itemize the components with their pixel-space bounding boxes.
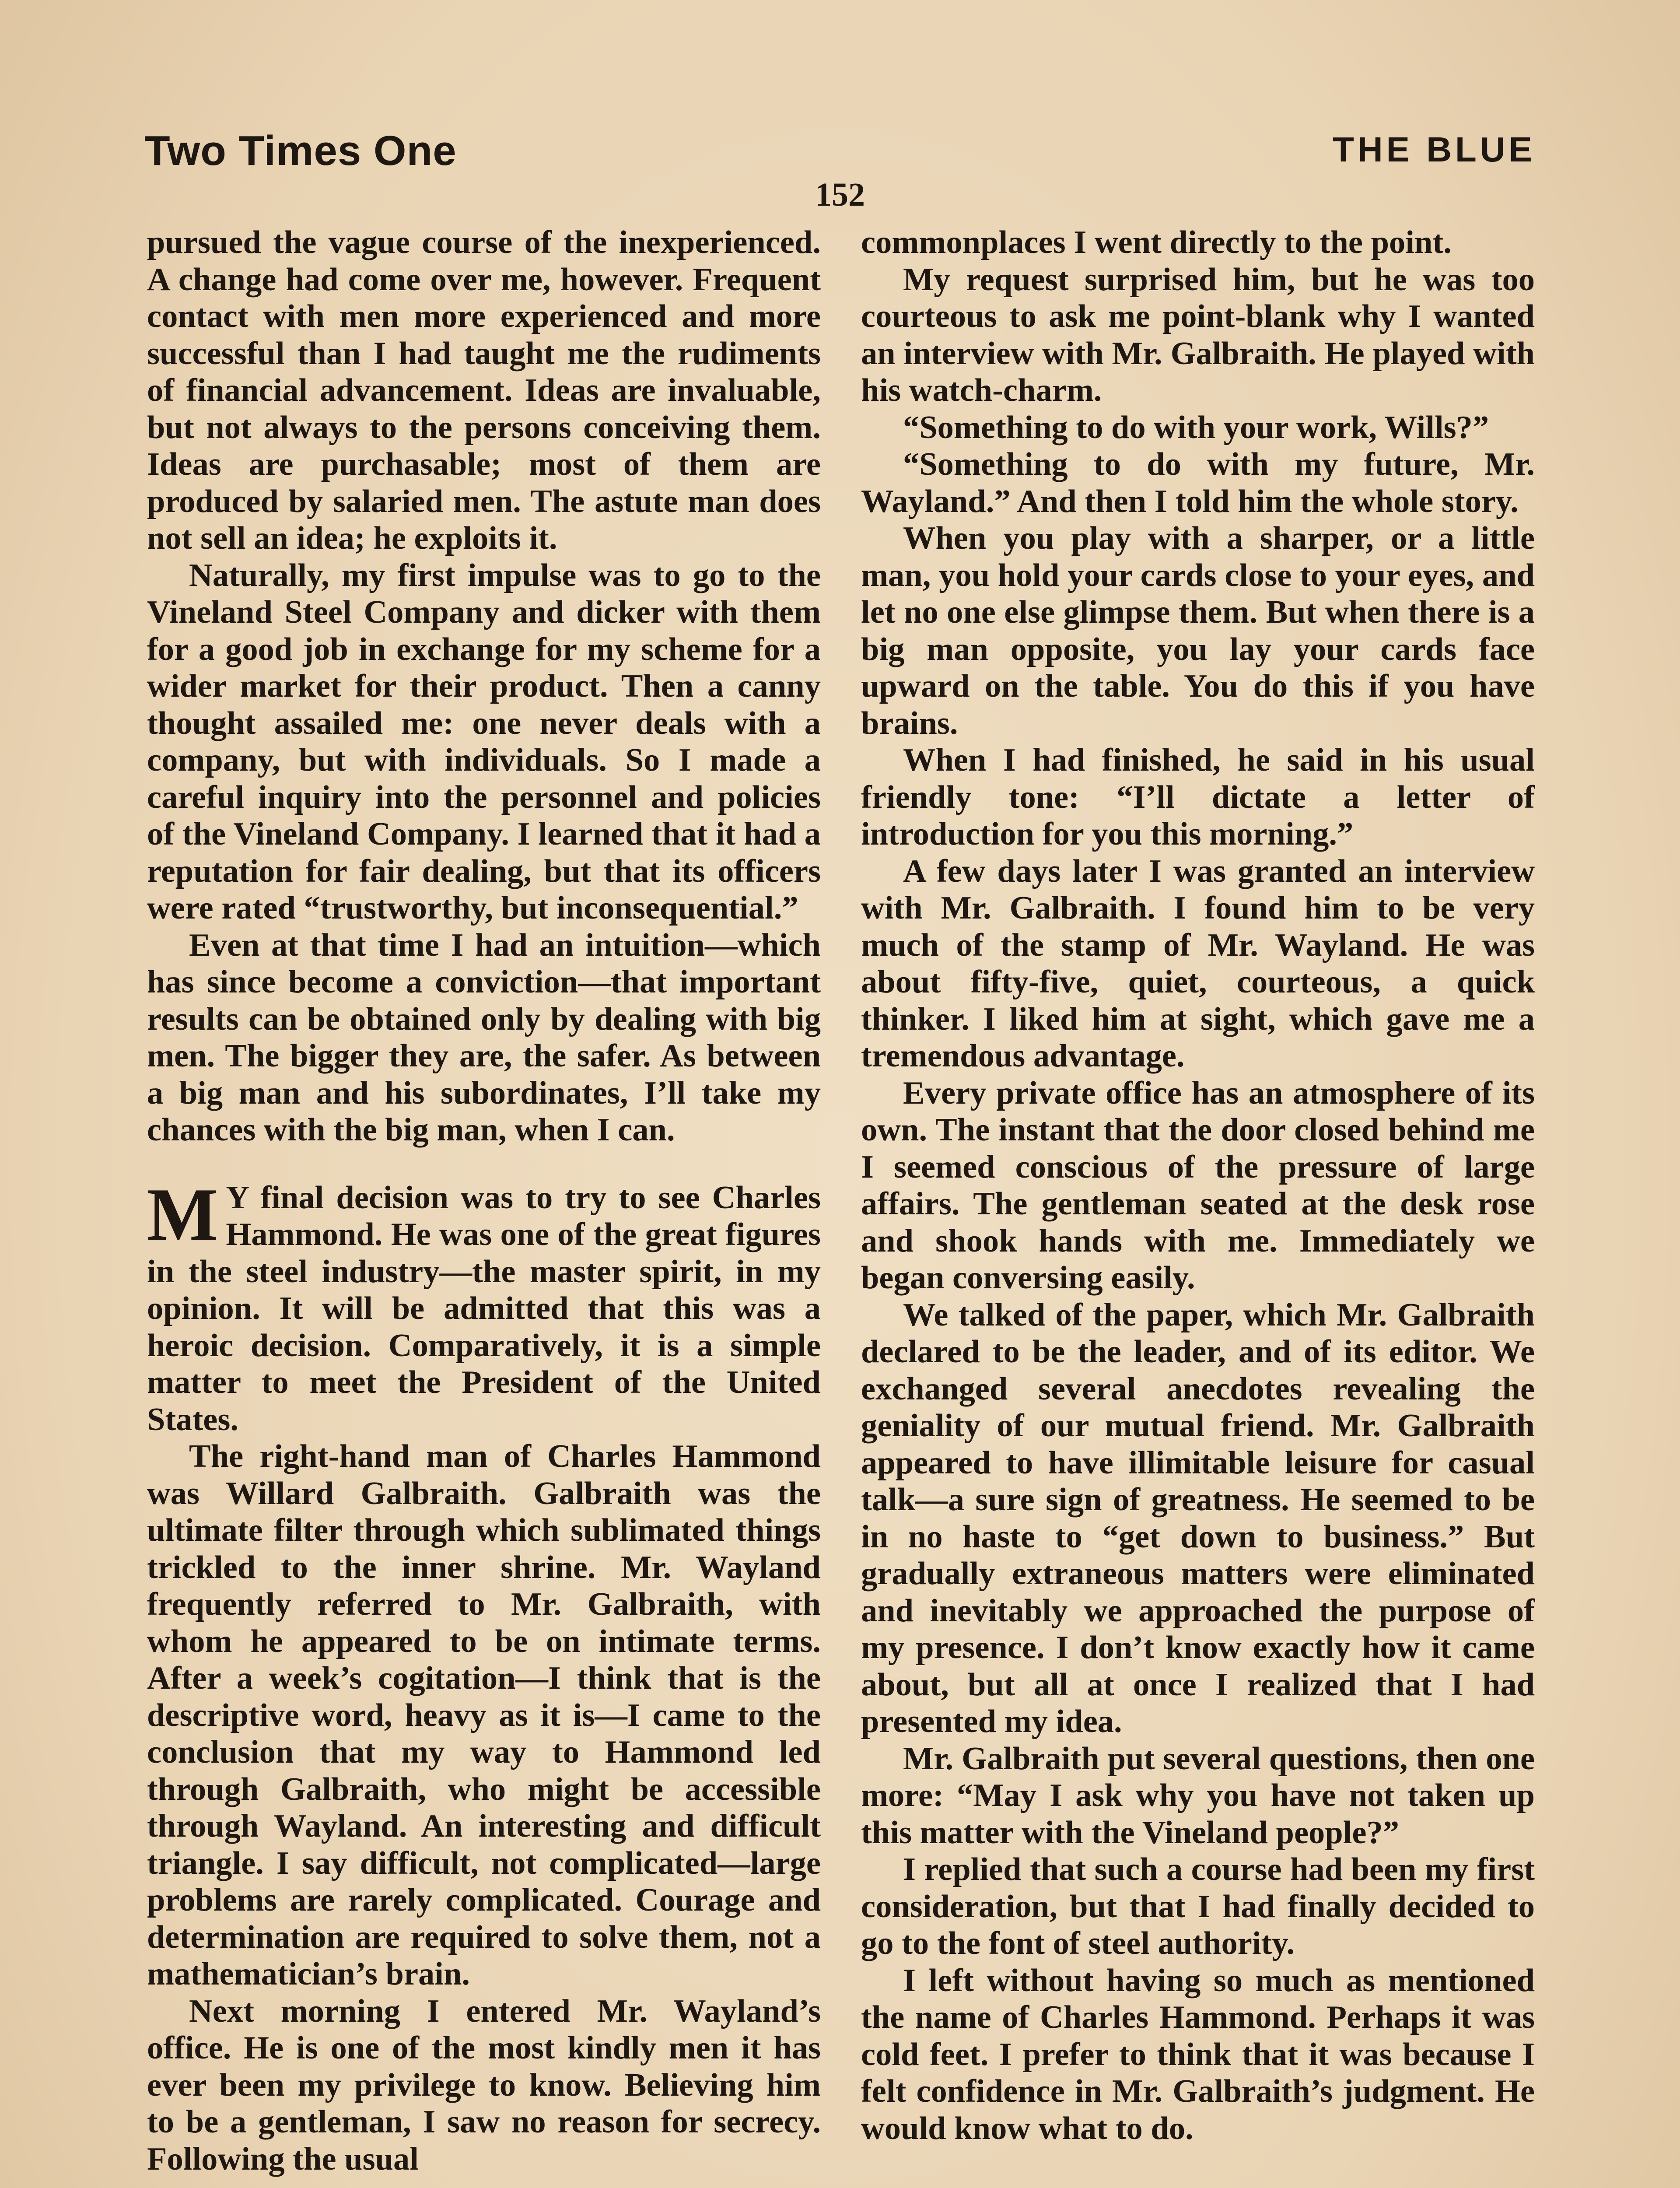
paragraph: commonplaces I went directly to the point. xyxy=(861,224,1452,260)
running-header xyxy=(144,127,1536,179)
paragraph: Every private office has an atmosphere of its own. The instant that the door closed behind me I seemed conscious of the pressure of large affairs. The gentleman seated at the desk rose and shook hands with me. Immediately we began conversing easily. xyxy=(861,1075,1535,1296)
paragraph: Even at that time I had an intuition—which has since become a conviction—that important results can be obtained only by dealing with big men. The bigger they are, the safer. As between a big man and his subordinates, I’ll take my chances with the big man, when I can. xyxy=(147,927,821,1148)
section-paragraph xyxy=(147,1173,821,1438)
paragraph: Next morning I entered Mr. Wayland’s office. He is one of the most kindly men it has ever been my privilege to know. Believing him to be a gentleman, I saw no reason for secrecy. Following the usual xyxy=(147,1993,821,2177)
paragraph: pursued the vague course of the inexperienced. A change had come over me, however. Frequent contact with men more experienced and more successful than I had taught me the rudiments of financial advancement. Ideas are invaluable, but not always to the persons conceiving them. Ideas are purchasable; most of them are produced by salaried men. The astute man does not sell an idea; he exploits it. xyxy=(147,224,821,556)
paragraph: A few days later I was granted an interview with Mr. Galbraith. I found him to be very much of the stamp of Mr. Wayland. He was about fifty-five, quiet, courteous, a quick thinker. I liked him at sight, which gave me a tremendous advantage. xyxy=(861,853,1535,1074)
paragraph: When I had finished, he said in his usual friendly tone: “I’ll dictate a letter of introduction for you this morning.” xyxy=(861,742,1535,852)
drop-cap: M xyxy=(147,1173,218,1256)
paragraph: We talked of the paper, which Mr. Galbraith declared to be the leader, and of its editor. We exchanged several anecdotes revealing the geniality of our mutual friend. Mr. Galbraith appeared to have illimitable leisure for casual talk—a sure sign of greatness. He seemed to be in no haste to “get down to business.” But gradually extraneous matters were eliminated and inevitably we approached the purpose of my presence. I don’t know exactly how it came about, but all at once I realized that I had presented my idea. xyxy=(861,1297,1535,1739)
paragraph: My request surprised him, but he was too courteous to ask me point-blank why I wanted an interview with Mr. Galbraith. He played with his watch-charm. xyxy=(861,261,1535,408)
story-title: Two Times One xyxy=(144,127,457,174)
paragraph: “Something to do with my future, Mr. Wayland.” And then I told him the whole story. xyxy=(861,446,1535,519)
page-number: 152 xyxy=(815,176,865,213)
paragraph: Naturally, my first impulse was to go to the Vineland Steel Company and dicker with them for a good job in exchange for my scheme for a wider market for their product. Then a canny thought assailed me: one never deals with a company, but with individuals. So I made a careful inquiry into the personnel and policies of the Vineland Company. I learned that it had a reputation for fair dealing, but that its officers were rated “trustworthy, but inconsequential.” xyxy=(147,557,821,926)
paragraph: The right-hand man of Charles Hammond was Willard Galbraith. Galbraith was the ultimate filter through which sublimated things trickled to the inner shrine. Mr. Wayland frequently referred to Mr. Galbraith, with whom he appeared to be on intimate terms. After a week’s cogitation—I think that is the descriptive word, heavy as it is—I came to the conclusion that my way to Hammond led through Galbraith, who might be accessible through Wayland. An interesting and difficult triangle. I say difficult, not complicated—large problems are rarely complicated. Courage and determination are required to solve them, not a mathematician’s brain. xyxy=(147,1438,821,1992)
paragraph: I replied that such a course had been my first consideration, but that I had finally decided to go to the font of steel authority. xyxy=(861,1851,1535,1961)
right-column xyxy=(861,224,1535,2147)
left-column xyxy=(147,224,821,2177)
paragraph: “Something to do with your work, Wills?” xyxy=(903,409,1489,445)
paragraph: When you play with a sharper, or a little man, you hold your cards close to your eyes, and let no one else glimpse them. But when there is a big man opposite, you lay your cards face upward on the table. You do this if you have brains. xyxy=(861,520,1535,741)
paragraph: I left without having so much as mentioned the name of Charles Hammond. Perhaps it was cold feet. I prefer to think that it was because I felt confidence in Mr. Galbraith’s judgment. He would know what to do. xyxy=(861,1962,1535,2146)
paragraph: Mr. Galbraith put several questions, then one more: “May I ask why you have not taken up this matter with the Vineland people?” xyxy=(861,1740,1535,1851)
paragraph-text: Y final decision was to try to see Charles Hammond. He was one of the great figures in the steel industry—the master spirit, in my opinion. It will be admitted that this was a heroic decision. Comparatively, it is a simple matter to meet the President of the United States. xyxy=(147,1179,821,1438)
magazine-title: THE BLUE xyxy=(1333,130,1536,169)
